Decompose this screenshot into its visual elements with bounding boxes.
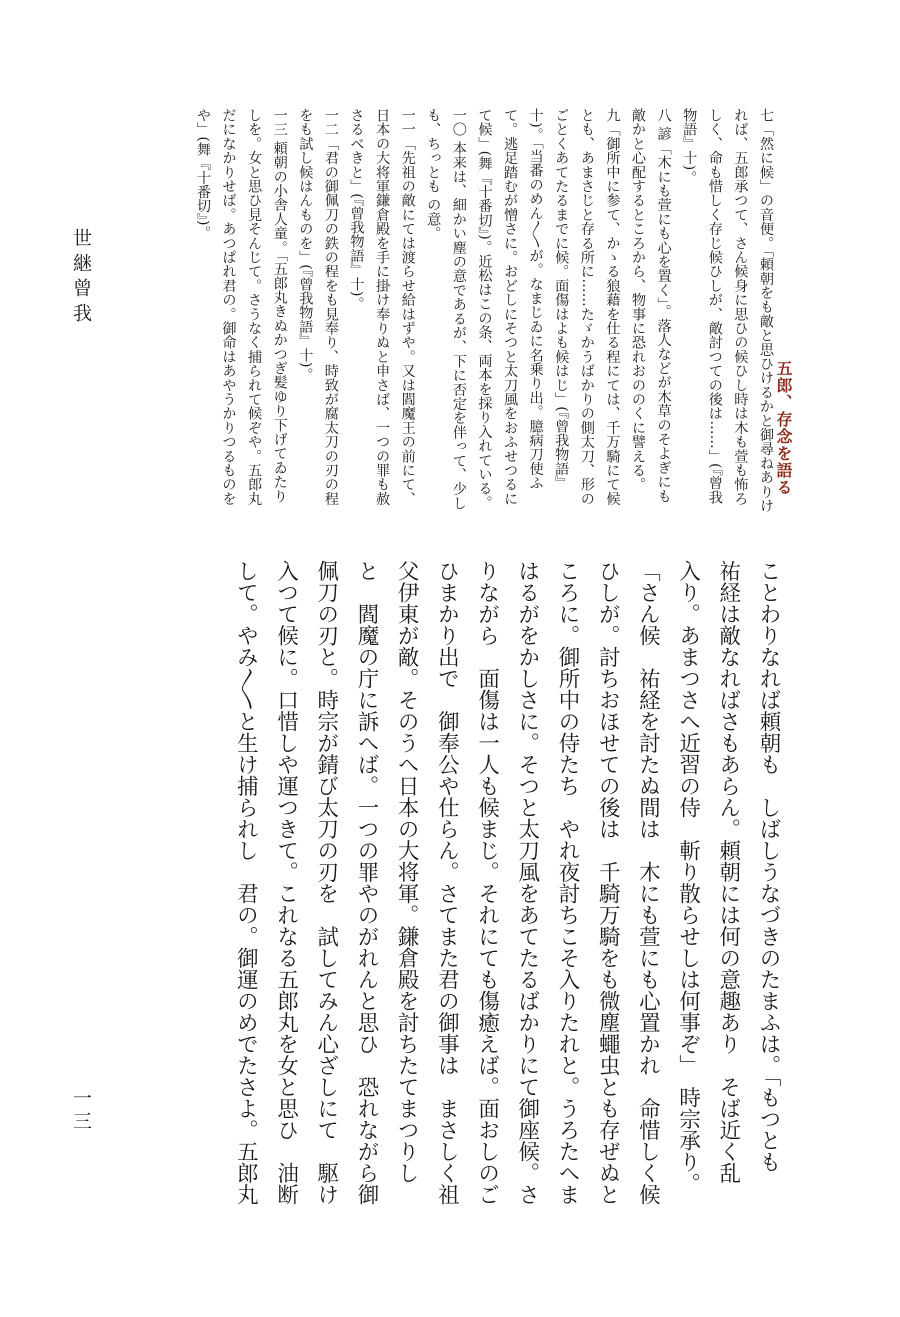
main-line: 入り。あまつさへ近習の侍 斬り散らせしは何事ぞ」 時宗承り。 — [675, 560, 701, 1195]
main-line: 父伊東が敵。そのうへ日本の大将軍。鎌倉殿を討ちたてまつりし — [394, 560, 420, 1184]
main-line: 佩刀の刃と。時宗が錆び太刀の刃を 試してみん心ざしにて 駆け — [313, 560, 339, 1205]
note-8: 八 諺「木にも萱にも心を置く」。落人などが木草のそよぎにも敵かと心配するところから、物事に恐れおののくに譬える。 — [630, 108, 672, 504]
headnotes — [128, 108, 778, 513]
main-line: ことわりなれば頼朝も しばしうなづきのたまふは。「もつとも — [756, 560, 781, 1173]
running-title: 世継曾我 — [70, 228, 92, 328]
note-7: 七「然に候」の音便。「頼朝をも敵と思ひけるかと御尋ねありければ、五郎承つて、さん候身に思ひの候ひし時は木も萱も怖ろしく、命も惜しく存じ候ひしが、敵討つての後は……」(『曾我物語』十)。 — [681, 108, 774, 513]
note-13: 一三 頼朝の小舎人童。「五郎丸きぬかつぎ髪ゆり下げてゐたりしを。女と思ひ見そんじて。さうなく捕られて候ぞや。五郎丸だになかりせば。あつぱれ君の。御命はあやうかりつるものをや」(舞『十番切』)。 — [194, 108, 288, 506]
main-line: りながら 面傷は一人も候まじ。それにても傷癒えば。面おしのご — [474, 560, 500, 1205]
main-text — [128, 560, 788, 1220]
main-line: 入つて候に。口惜しや運つきて。これなる五郎丸を女と思ひ 油断 — [273, 560, 299, 1205]
main-line: 「さん候 祐経を討たぬ間は 木にも萱にも心置かれ 命惜しく候 — [635, 560, 661, 1205]
section-heading: 五郎、存念を語る — [774, 360, 793, 496]
main-line: はるがをかしさに。そつと太刀風をあてたるばかりにて御座候。さ — [514, 560, 540, 1205]
page-number: 一三 — [70, 1088, 92, 1134]
main-line: ころに。御所中の侍たち やれ夜討ちこそ入りたれと。うろたへま — [554, 560, 580, 1205]
note-12: 一二「君の御佩刀の鉄の程をも見奉り、時致が腐太刀の刃の程をも試し候はんものを」(『曾我物語』十)。 — [297, 108, 339, 506]
main-line: 祐経は敵なればさもあらん。頼朝には何の意趣あり そば近く乱 — [715, 560, 741, 1184]
note-9: 九「御所中に参て、かゝる狼藉を仕る程にては、千万騎にて候とも、あまさじと存る所に……たゞかうばかりの側太刀、形のごとくあてたるまでに候。面傷はよも候はじ」(『曾我物語』十)。「当番のめん〳〵が。なまじゐに名乗り出。臆病刀使ふて。逃足踏むが憎さに。おどしにそつと太刀風をおふせつるにて候」(舞『十番切』)。近松はこの条、両本を採り入れている。 — [476, 108, 621, 510]
main-line: と 閻魔の庁に訴へば。一つの罪やのがれんと思ひ 恐れながら御 — [353, 560, 379, 1205]
note-10: 一〇 本来は、細かい塵の意であるが、下に否定を伴って、少しも、ちっとも の意。 — [425, 108, 467, 511]
main-line: ひまかり出で 御奉公や仕らん。さてまた君の御事は まさしく祖 — [434, 560, 460, 1205]
note-11: 一一「先祖の敵にては渡らせ給はずや。又は閻魔王の前にて、日本の大将軍鎌倉殿を手に掛け奉りぬと申さば、一つの罪も赦さるべきと」(『曾我物語』十)。 — [348, 108, 416, 506]
main-line: して。やみ〳〵と生け捕られし 君の。御運のめでたさよ。五郎丸 — [233, 560, 259, 1205]
main-line: ひしが。討ちおほせての後は 千騎万騎をも微塵蠅虫とも存ぜぬと — [595, 560, 621, 1205]
